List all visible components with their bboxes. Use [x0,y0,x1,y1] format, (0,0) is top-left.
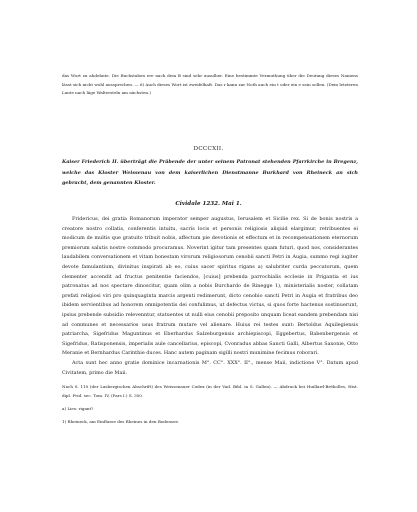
charter-text [62,215,358,378]
charter-body: Fridericus, dei gratia Romanorum imperator semper augustus, Ierusalem et Sicilie rex. Si de bonis nostris a creatore nostro collatis, conferentis intuitu, sacris locis et personis religiosis aliquid elargimur, retribuentes ei modicum de multis que gratuito tribuit nobis, affectum pie devotionis et effectum et in recompensationem eternorum premiorum salutis nostre commodo procuramus. Noverint igitur tam presentes quam futuri, quod nos, considerantes laudabilem conversationem et vitam honestam virorum religiosorum cenobii sancti Petri in Augia, summo regi iugiter devote famulantium, divinitus inspirati ab eo, cuius sacer spiritus rigans a) salubriter curda peccatorum, quem clementer accendit ad fructus penitentie faciendos, [cuius] prebenda parrochialis ecclesie in Prigantia et ius patronatus ad nos spectare dinoscitur, quam olim a nobis Burchardo de Rinegge 1), ministerialis noster, collatam prefati religiosi viri pro quinquaginta marcis argenti redimerunt, dicto cenobio sancti Petri in Augia et fratribus deo ibidem servientibus ad honorem omnipotentis dei confulimus, ut defectus victus, si quos forte hactenus sostinuerunt, ipsius prebende subsidio relevenntur, statuentes ut nulli eius cenobii preposito unquam liceat eandem prebendam nisi ad communes et necessarios usus fratrum mutare vel alienare. Huius rei testes sunt: Bertoldus Aquilegiensis patriarcha, Sigefridus Maguntinus et Eberhardus Salzeburgensis archiepiscopi, Eggebertus, Babenbergensis et Sigefridus, Ratisponensis, imperialis aule cancellarius, episcopi, Cvonradus abbas Sancti Galli, Albertus Saxonie, Otto Meranie et Bernhardus Carinthie duces. Hanc autem paginam sigilli nostri muniminе fecimus roborari. [62,216,358,357]
source-note: Nach S. 110 (der Lasbergischen Abschrift) des Weissenauer Codex (in der Vad. Bibl. in S. Gallen). — Abdruck bei Huillard-Bréholles, Hist. dipl. Frid. sec. Tom. IV, (Pars I.) S. 350. [62,384,358,398]
document-heading: Kaiser Friederich II. überträgt die Präbende der unter seinem Patronat stehenden Pfarrkirche in Bregenz, welche das Kloster Weissenau von dem kaiserlichen Dienstmanne Burkhard von Rheineck an sich gebracht, dem genannten Kloster. [62,159,358,186]
footnote-1: 1) Rheineck, am Einflusse des Rheines in den Bodensee. [62,419,180,424]
footnote-a: a) Lies: rigant? [62,406,94,411]
charter-closing: Acta sunt hec anno gratie dominice incarnationis M°. CC°. XXX°. II°., mense Maii, indictione V°. Datum apud Civitatem, primo die Maii. [62,359,358,376]
previous-document-note: das Wort zu ahdehnte. Die Buchstaben ere nach dem B sind sehr ausulher. Eine bestimmte Vermuthung über die Deutung dieses Namens lässt sich nicht wohl aussprechen. — 6) Auch dieses Wort ist zweifelhaft. Das r kann zur Noth auch ein t oder ein e sein sollen. (Dem letzteren Laute nach läge Waltersteln am nächsten.) [62,73,358,96]
document-number: DCCCXII. [193,146,224,152]
dateline: Cividale 1232. Mai 1. [175,201,242,207]
